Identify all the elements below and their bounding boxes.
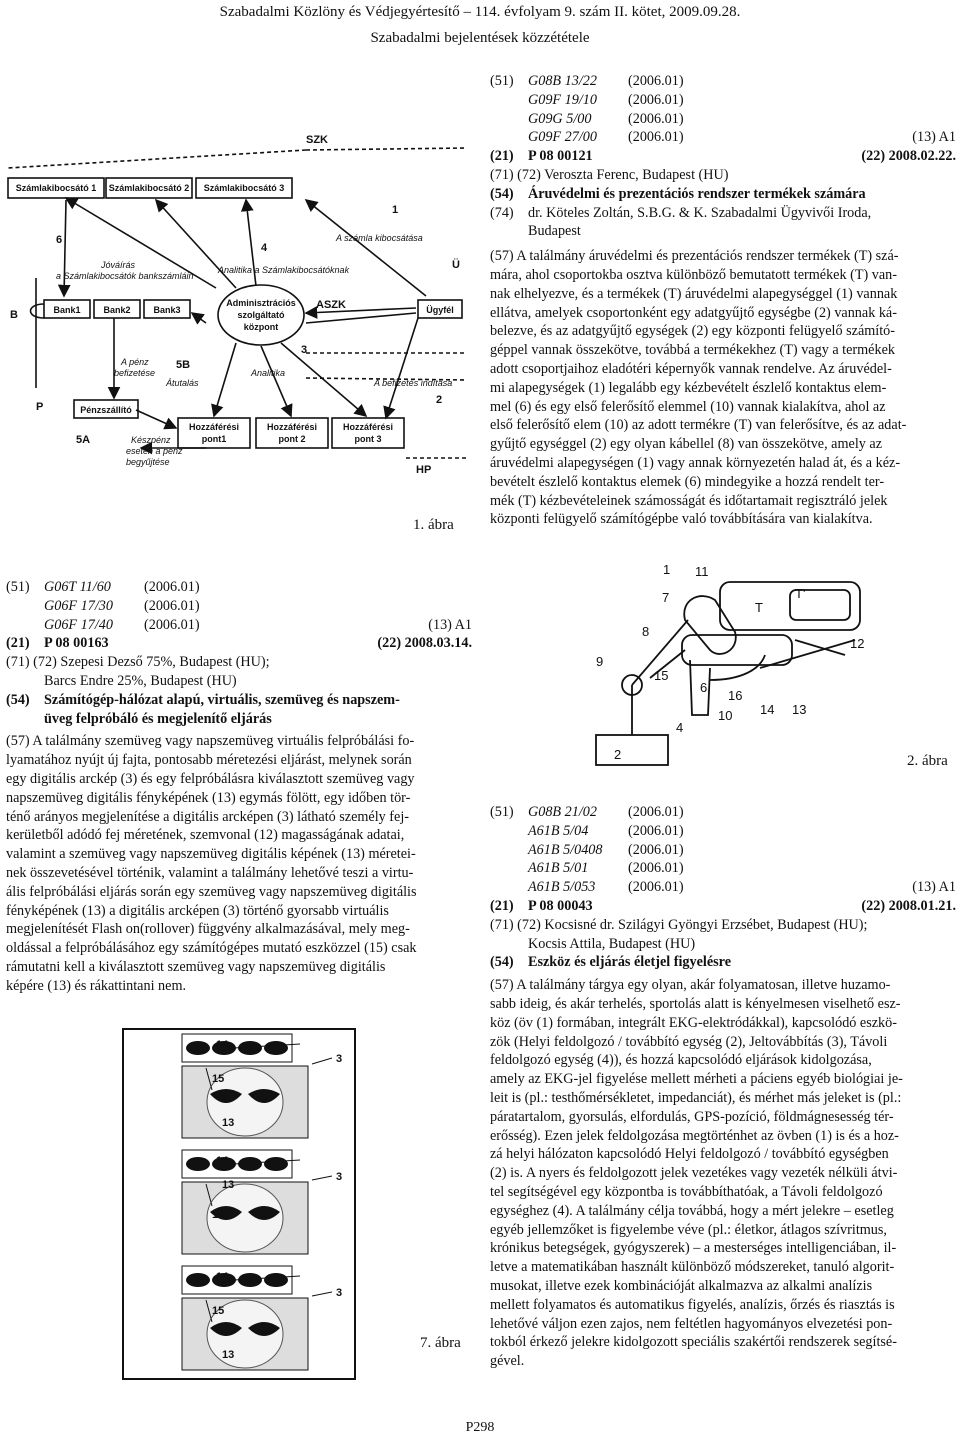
entry-3-applicant-2: Kocsis Attila, Budapest (HU) <box>528 935 696 952</box>
label-szk: SZK <box>306 134 328 146</box>
label-admin-3: központ <box>243 322 279 332</box>
fig2-label-7: 7 <box>662 590 670 605</box>
entry-1-abstract: (57) A találmány áruvédelmi és prezentációs rendszer termékek (T) szá- mára, ahol csoportokba osztva különböző bemutatott termékek (T) van- nak elhelyezve, és a termékek (T) áruvédelmi alapegységgel (1) vannak ellátva, amelyek csoportonként egy adatgyűjtő egységbe (2) vannak ká- belezve, és az adatgyűjtő egységek (2) egy központi felügyelő számító- géppel vannak összekötve, továbbá a termékekhez (T) vagy a termékek adott csoportjaihoz eladótéri képernyők vannak rendelve. Az áruvédel- mi alapegységek (1) legalább egy kézbevételt észlelő kontaktus elem- mel (6) és egy első felerősítő elemmel (10) vannak kialakítva, ahol az első felerősítő elem (10) az adott termékre (T) van felerősítve, és az adat- gyűjtő egységgel (2) egy olyan kábellel (8) van összekötve, amely az áruvédelmi alapegységen (1) vagy annak környezetén halad át, és a kéz- bevételt észlelő kontaktus elemek (6) mindegyike a hozzá rendelt ter- mék (T) kézbevételeinek számosságát és időtartamait regisztráló jelek központi felügyelő számítógépbe való továbbítására van kialakítva. <box>490 248 907 528</box>
label-4: 4 <box>261 242 268 254</box>
fig7-label-14b: 14 <box>216 1155 229 1167</box>
fig7-label-3c: 3 <box>336 1287 343 1299</box>
fig7-label-15c: 15 <box>212 1305 225 1317</box>
fig7-label-15b: 15 <box>212 1209 225 1221</box>
fig2-label-10: 10 <box>718 708 733 723</box>
figure-2-drawing <box>590 560 880 780</box>
entry-2-abstract: (57) A találmány szemüveg vagy napszemüveg virtuális felpróbálási fo- lyamatához nyújt új fajta, pontosabb méretezési eljárást, melynek során egy digitális arckép (3) és egy felpróbálásra kiválasztott szemüveg vagy napszemüveg digitális fényképének (13) egymás fölött, egy időben tör- ténő arányos megjelenítése a digitális arcképen (3) látható személy fej- kerületből adódó fej méretének, szemvonal (12) magasságának adatai, valamint a szemüveg vagy napszemüveg digitális képének (13) méretei- nek összevetésével történik, valamint a találmány lehetővé teszi a virtu- ális felpróbálási eljárás során egy szemüveg vagy napszemüveg digitális fényképének (13) a digitális arcképen (3) történő gyorsabb virtuális megjelenítését Flash on(rollover) függvény alkalmazásával, mely meg- oldással a felpróbálásához egy számítógépes mutató eszközzel (15) csak rámutatni kell a kiválasztott szemüveg vagy napszemüveg digitális képére (13) és rákattintani nem. <box>6 733 417 994</box>
label-szamlakibocsato-1: Számlakibocsátó 1 <box>15 183 97 193</box>
ann-penz-2: befizetése <box>114 368 156 378</box>
entry-3-abstract: (57) A találmány tárgya egy olyan, akár folyamatosan, illetve huzamo- sabb ideig, és akár terhelés, sportolás alatt is kényelmesen viselhető esz- köz (öv (1) formában, integrált EKG-elektródákkal), kapcsolódó eszkö- zök (Helyi feldolgozó / továbbító egység (2), Jeltovábbítás (3), Távoli feldolgozó egység (4)), és hozzá kapcsolódó eljárások kidolgozása, amely az EKG-jel figyelése mellett mérheti a páciens egyéb biológiai je- leit is (pl.: testhőmérsékletet, impedanciát), és mérhet más jeleket is (pl.: páratartalom, gyorsulás, elfordulás, GPS-pozíció, földmágnesesség tér- erősség). Ezen jelek feldolgozása megtörténhet az övben (1) is és a hoz- zá helyi hálózaton kapcsolódó Helyi feldolgozó / továbbító egységben (2) is. A nyers és feldolgozott jelek vezetékes vagy vezeték nélküli átvi- tel segítségével egy központba is továbbíthatóak, a Távoli feldolgozó egységhez (4). A találmány célja továbbá, hogy a mért jelekre – esetleg egyéb jellemzőket is figyelembe véve (pl.: életkor, átlagos szívritmus, krónikus betegségek, gyógyszerek) – a mesterséges intelligenciában, il- letve a matematikában használt különböző módszereket, tanuló algorit- musokat, illetve ezek kombinációját alkalmazva az alkalmi analízis mellett folyamatos és automatikus figyelés, analízis, őrzés és riasztás is lehetővé váljon ezen zajos, nem feltétlen hagyományos elvezetési pon- tokból érkező jelekre kidolgozott speciális szakértői rendszerek segítsé- gével. <box>490 977 903 1370</box>
label-2: 2 <box>436 394 443 406</box>
entry-2-applicant-2: Barcs Endre 25%, Budapest (HU) <box>44 672 237 689</box>
label-admin-1: Adminisztrációs <box>226 298 296 308</box>
entry-1-classification: (51) G08B 13/22 (2006.01) G09F 19/10 (2006.01) G09G 5/00 (2006.01) G09F 27/00 (2006.01) (13) A1 <box>490 73 956 146</box>
ann-analitika-2: Analitika <box>251 368 286 378</box>
label-hozzaferesi-3: Hozzáférési <box>342 422 394 432</box>
entry-2-title-2: üveg felpróbáló és megjelenítő eljárás <box>44 710 272 727</box>
entry-2-title: (54) Számítógép-hálózat alapú, virtuális, szemüveg és napszem- <box>6 691 400 708</box>
ann-szamla-kibocsatasa: A számla kibocsátása <box>336 233 423 243</box>
holder-bar <box>682 635 792 665</box>
entry-3-title: (54) Eszköz és eljárás életjel figyelésre <box>490 954 732 971</box>
section-title: Szabadalmi bejelentések közzététele <box>370 30 590 46</box>
journal-title: Szabadalmi Közlöny és Védjegyértesítő – 114. évfolyam 9. szám II. kötet, 2009.09.28. <box>219 4 741 20</box>
label-b: B <box>10 309 18 321</box>
ann-jovairas-1: Jóváírás <box>101 260 136 270</box>
box-2 <box>596 735 668 765</box>
ann-analitika-1: Analitika a Számlakibocsátóknak <box>218 265 350 275</box>
label-pont-2: pont 2 <box>278 434 306 444</box>
figure-1-caption: 1. ábra <box>413 517 454 533</box>
label-aszk: ASZK <box>316 299 346 311</box>
fig7-label-13a: 13 <box>222 1117 235 1129</box>
entry-3-number-row: (21) P 08 00043 (22) 2008.01.21. <box>490 897 956 914</box>
fig7-label-15a: 15 <box>212 1073 225 1085</box>
fig7-label-3b: 3 <box>336 1171 343 1183</box>
fig2-label-13: 13 <box>792 702 807 717</box>
entry-1-kind: (13) A1 <box>912 129 956 146</box>
ann-keszpenz-1: Készpénz <box>131 435 171 445</box>
fig2-label-15: 15 <box>654 668 669 683</box>
fig2-label-2: 2 <box>614 747 622 762</box>
label-hp: HP <box>416 464 432 476</box>
label-5a: 5A <box>76 434 91 446</box>
ann-keszpenz-3: begyűjtése <box>126 457 170 467</box>
ann-befizetes-inditasa: A befizetés indítása <box>374 378 453 388</box>
label-szamlakibocsato-3: Számlakibocsátó 3 <box>203 183 285 193</box>
entry-2-applicant: (71) (72) Szepesi Dezső 75%, Budapest (HU); <box>6 654 270 671</box>
label-bank3: Bank3 <box>153 305 181 315</box>
entry-2-number-row: (21) P 08 00163 (22) 2008.03.14. <box>6 635 472 652</box>
label-1: 1 <box>392 204 399 216</box>
entry-3-classification: (51) G08B 21/02 (2006.01) A61B 5/04 (2006.01) A61B 5/0408 (2006.01) A61B 5/01 (2006.01) A61B 5/053 (2006.01) (13) A1 <box>490 804 956 896</box>
fig2-label-1: 1 <box>663 562 671 577</box>
figure-1-diagram <box>6 128 476 548</box>
glasses-panel-1 <box>182 1034 308 1138</box>
figure-7-image <box>122 1028 356 1380</box>
fig7-label-13c: 13 <box>222 1349 235 1361</box>
label-penzszallito: Pénzszállító <box>80 405 132 415</box>
entry-1-agent-city: Budapest <box>528 223 581 240</box>
fig7-label-13b: 13 <box>222 1179 235 1191</box>
fig7-label-14a: 14 <box>216 1039 229 1051</box>
entry-3 <box>490 803 956 1371</box>
label-6: 6 <box>56 234 63 246</box>
entry-1 <box>490 72 956 529</box>
label-admin-2: szolgáltató <box>237 310 285 320</box>
label-ugyfel: Ügyfél <box>426 305 454 315</box>
fig2-label-14: 14 <box>760 702 775 717</box>
fig2-label-12: 12 <box>850 636 865 651</box>
entry-2 <box>6 578 472 996</box>
entry-3-kind: (13) A1 <box>912 879 956 896</box>
ann-jovairas-2: a Számlakibocsátók bankszámláin <box>56 271 194 281</box>
entry-2-kind: (13) A1 <box>428 616 472 633</box>
fig7-label-14c: 14 <box>216 1271 229 1283</box>
label-bank2: Bank2 <box>103 305 131 315</box>
label-pont-3: pont 3 <box>354 434 382 444</box>
label-3: 3 <box>301 344 308 356</box>
fig2-label-11: 11 <box>695 564 709 579</box>
label-u: Ü <box>452 259 460 271</box>
label-5b: 5B <box>176 359 191 371</box>
fig2-label-T: T <box>755 600 763 615</box>
entry-1-agent: (74) dr. Köteles Zoltán, S.B.G. & K. Szabadalmi Ügyvivői Iroda, <box>490 204 872 221</box>
page-number: P298 <box>465 1420 495 1435</box>
label-szamlakibocsato-2: Számlakibocsátó 2 <box>108 183 190 193</box>
entry-1-number-row: (21) P 08 00121 (22) 2008.02.22. <box>490 148 956 165</box>
entry-2-classification: (51) G06T 11/60 (2006.01) G06F 17/30 (2006.01) G06F 17/40 (2006.01) (13) A1 <box>6 579 472 633</box>
ann-keszpenz-2: esetén a pénz <box>126 446 183 456</box>
ann-penz-1: A pénz <box>121 357 149 367</box>
figure-7-caption: 7. ábra <box>420 1335 461 1351</box>
glasses-panel-2 <box>182 1150 308 1254</box>
entry-1-title: (54) Áruvédelmi és prezentációs rendszer termékek számára <box>490 185 866 202</box>
fig2-label-6: 6 <box>700 680 708 695</box>
figure-2-caption: 2. ábra <box>907 753 948 769</box>
label-p: P <box>36 401 44 413</box>
fig2-label-8: 8 <box>642 624 650 639</box>
entry-1-applicant: (71) (72) Veroszta Ferenc, Budapest (HU) <box>490 166 729 183</box>
label-bank1: Bank1 <box>53 305 81 315</box>
fig7-label-3a: 3 <box>336 1053 343 1065</box>
fig2-label-Tprime: T' <box>795 586 806 601</box>
label-hozzaferesi-2: Hozzáférési <box>266 422 318 432</box>
entry-3-applicant: (71) (72) Kocsisné dr. Szilágyi Gyöngyi Erzsébet, Budapest (HU); <box>490 916 868 933</box>
label-hozzaferesi-1: Hozzáférési <box>188 422 240 432</box>
label-pont-1: pont1 <box>201 434 227 444</box>
fig2-label-4: 4 <box>676 720 684 735</box>
fig2-label-16: 16 <box>728 688 743 703</box>
fig2-label-9: 9 <box>596 654 604 669</box>
glasses-panel-3 <box>182 1266 308 1370</box>
ann-atutalas: Átutalás <box>166 378 199 388</box>
